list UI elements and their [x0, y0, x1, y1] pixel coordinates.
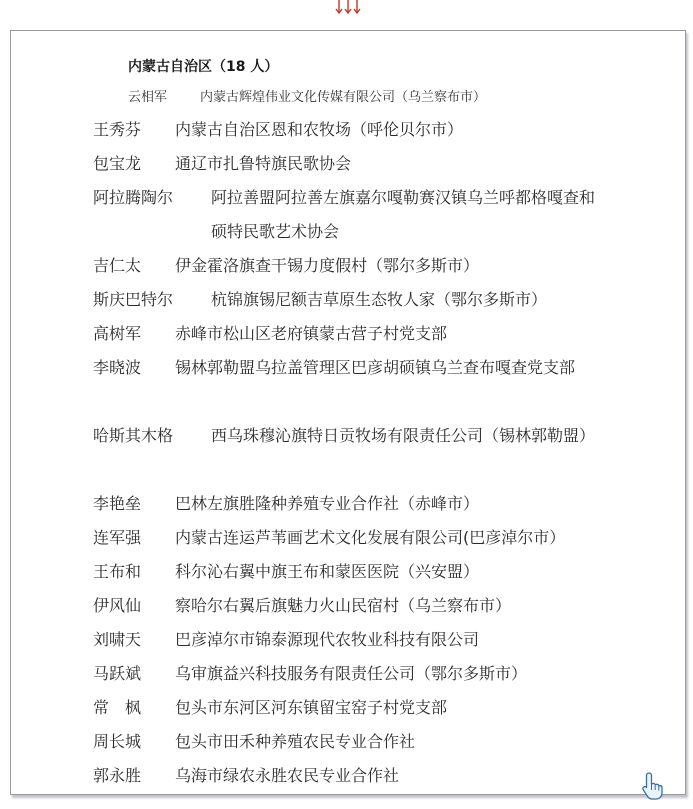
entry-name: 吉仁太	[93, 256, 142, 275]
entry-name: 高树军	[93, 324, 142, 343]
entry-name: 李艳垒	[93, 494, 142, 513]
list-item	[93, 487, 479, 521]
entry-name: 云相军	[128, 90, 168, 105]
list-item	[93, 623, 479, 657]
entry-name: 王布和	[93, 562, 142, 581]
entry-org: 赤峰市松山区老府镇蒙古营子村党支部	[175, 324, 448, 343]
entry-name: 马跃斌	[93, 664, 142, 683]
entry-org: 包头市田禾种养殖农民专业合作社	[175, 732, 416, 751]
entry-org: 乌海市绿农永胜农民专业合作社	[175, 766, 400, 785]
list-item	[93, 589, 511, 623]
list-item	[93, 419, 596, 453]
down-arrows-icon	[333, 0, 363, 14]
entry-org: 内蒙古自治区恩和农牧场（呼伦贝尔市）	[175, 120, 464, 139]
entry-org: 内蒙古辉煌伟业文化传媒有限公司（乌兰察布市）	[200, 90, 487, 105]
entry-org: 锡林郭勒盟乌拉盖管理区巴彦胡硕镇乌兰查布嘎查党支部	[175, 358, 576, 377]
entry-org: 阿拉善盟阿拉善左旗嘉尔嘎勒赛汉镇乌兰呼都格嘎查和硕特民歌艺术协会	[211, 188, 596, 241]
entry-org: 杭锦旗锡尼额吉草原生态牧人家（鄂尔多斯市）	[211, 290, 548, 309]
entry-org: 巴林左旗胜隆种养殖专业合作社（赤峰市）	[175, 494, 480, 513]
entry-org: 西乌珠穆沁旗特日贡牧场有限责任公司（锡林郭勒盟）	[211, 426, 596, 445]
list-item	[93, 521, 565, 555]
entry-name: 包宝龙	[93, 154, 142, 173]
entry-name: 刘啸天	[93, 630, 142, 649]
entry-org: 科尔沁右翼中旗王布和蒙医医院（兴安盟）	[175, 562, 480, 581]
entry-org: 察哈尔右翼后旗魅力火山民宿村（乌兰察布市）	[175, 596, 512, 615]
entry-org: 包头市东河区河东镇留宝窑子村党支部	[175, 698, 448, 717]
hand-cursor-icon	[640, 771, 666, 801]
entry-name: 郭永胜	[93, 766, 142, 785]
list-item	[93, 317, 447, 351]
list-item	[93, 283, 547, 317]
list-item	[93, 113, 463, 147]
entry-name: 斯庆巴特尔	[93, 290, 174, 309]
entry-org: 巴彦淖尔市锦泰源现代农牧业科技有限公司	[175, 630, 480, 649]
entry-org: 乌审旗益兴科技服务有限责任公司（鄂尔多斯市）	[175, 664, 528, 683]
entry-name: 王秀芬	[93, 120, 142, 139]
list-item	[93, 759, 399, 793]
list-item	[93, 147, 351, 181]
entry-org: 内蒙古连运芦苇画艺术文化发展有限公司(巴彦淖尔市）	[175, 528, 566, 547]
entry-name: 周长城	[93, 732, 142, 751]
entry-name: 阿拉腾陶尔	[93, 188, 174, 207]
entry-org: 伊金霍洛旗查干锡力度假村（鄂尔多斯市）	[175, 256, 480, 275]
list-item	[93, 249, 479, 283]
first-entry	[128, 86, 486, 105]
entry-name: 伊风仙	[93, 596, 142, 615]
region-heading: 内蒙古自治区（18 人）	[128, 59, 279, 75]
entry-org: 通辽市扎鲁特旗民歌协会	[175, 154, 352, 173]
list-item	[93, 657, 527, 691]
list-item	[93, 555, 479, 589]
list-item	[93, 181, 596, 249]
entry-name: 哈斯其木格	[93, 426, 174, 445]
list-item	[93, 725, 415, 759]
list-item	[93, 691, 447, 725]
entry-name: 常 枫	[93, 698, 142, 717]
list-item	[93, 351, 595, 385]
entry-name: 连军强	[93, 528, 142, 547]
entry-name: 李晓波	[93, 358, 142, 377]
